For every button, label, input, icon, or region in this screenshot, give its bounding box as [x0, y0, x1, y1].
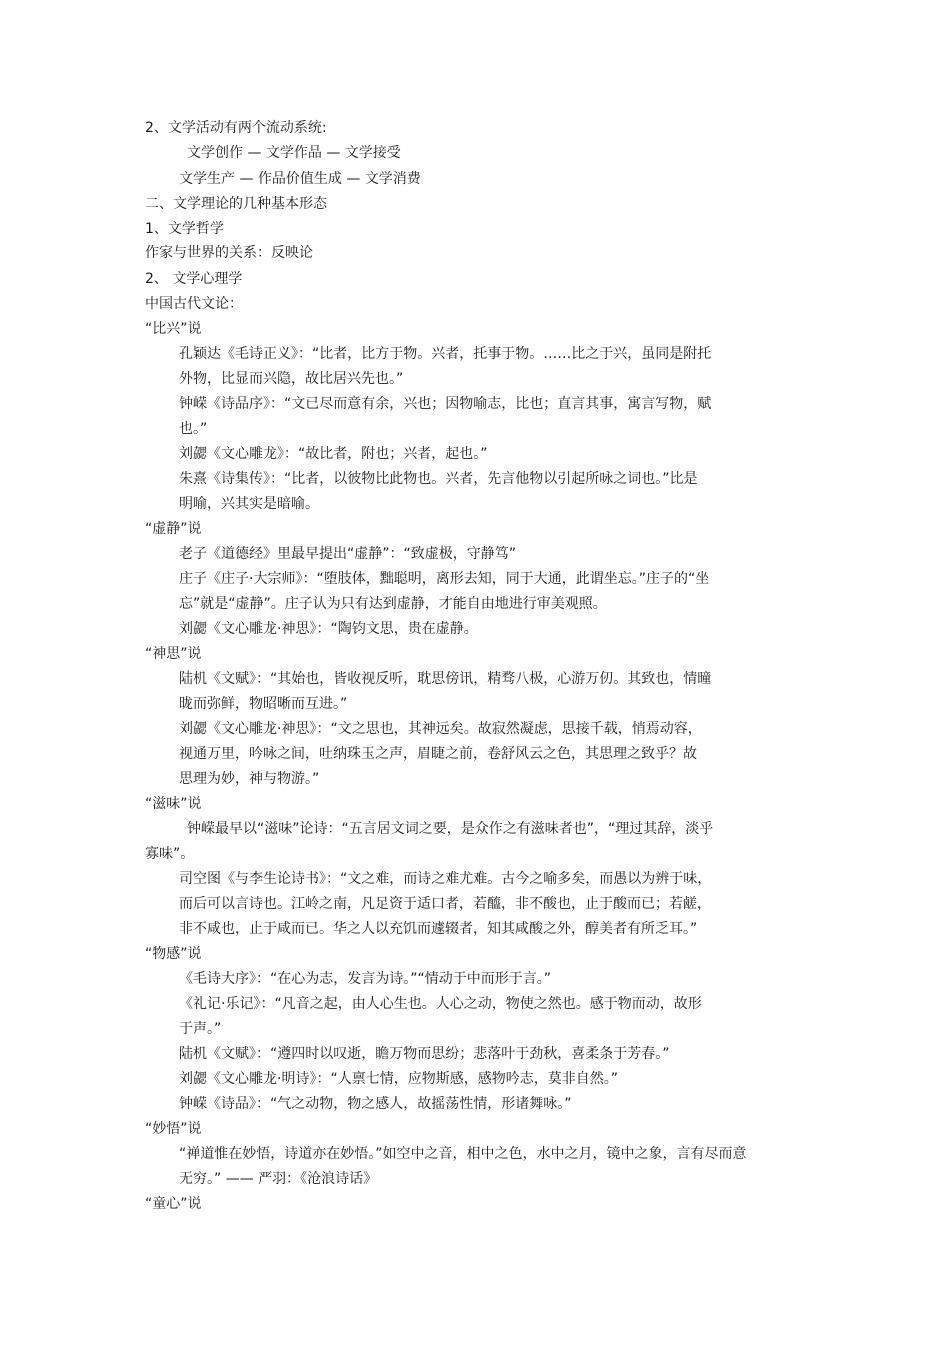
text-line: 2、文学活动有两个流动系统: [145, 120, 327, 136]
text-line: 《礼记·乐记》：“凡音之起，由人心生也。人心之动，物使之然也。感于物而动，故形 [179, 996, 702, 1012]
text-line: 于声。” [179, 1021, 222, 1037]
text-line: 老子《道德经》里最早提出“虚静”：“致虚极，守静笃” [179, 546, 517, 562]
text-line: 刘勰《文心雕龙》：“故比者，附也；兴者，起也。” [179, 446, 488, 462]
topic-heading: “滋味”说 [145, 796, 202, 812]
topic-heading: “虚静”说 [145, 521, 202, 537]
text-line: “禅道惟在妙悟，诗道亦在妙悟。”如空中之音，相中之色，水中之月，镜中之象，言有尽而意 [179, 1146, 747, 1162]
topic-heading: “比兴”说 [145, 321, 202, 337]
text-line: 孔颖达《毛诗正义》：“比者，比方于物。兴者，托事于物。……比之于兴，虽同是附托 [179, 346, 712, 362]
topic-heading: “物感”说 [145, 946, 202, 962]
topic-heading: “神思”说 [145, 646, 202, 662]
text-line: 也。” [179, 421, 208, 437]
text-line: 钟嵘《诗品序》：“文已尽而意有余，兴也；因物喻志，比也；直言其事，寓言写物，赋 [179, 396, 712, 412]
text-line: 忘”就是“虚静”。庄子认为只有达到虚静，才能自由地进行审美观照。 [179, 596, 607, 612]
text-line: 明喻，兴其实是暗喻。 [179, 496, 319, 512]
text-line: 昽而弥鲜，物昭晰而互进。” [179, 696, 348, 712]
text-line: 钟嵘最早以“滋味”论诗：“五言居文词之要，是众作之有滋味者也”，“理过其辞，淡乎 [187, 821, 714, 837]
text-line: 文学生产 — 作品价值生成 — 文学消费 [179, 171, 421, 187]
text-line: 刘勰《文心雕龙·神思》：“文之思也，其神远矣。故寂然凝虑，思接千载，悄焉动容， [179, 721, 702, 737]
text-line: 作家与世界的关系：反映论 [145, 245, 313, 261]
text-line: 思理为妙，神与物游。” [179, 771, 320, 787]
subsection-heading: 1、文学哲学 [145, 221, 224, 237]
text-line: 而后可以言诗也。江岭之南，凡足资于适口者，若醯，非不酸也，止于酸而已；若鹾， [179, 896, 711, 912]
subsection-heading: 2、 文学心理学 [145, 271, 243, 287]
text-line: 陆机《文赋》：“其始也，皆收视反听，耽思傍讯，精骛八极，心游万仞。其致也，情曈 [179, 671, 712, 687]
text-line: 刘勰《文心雕龙·明诗》：“人禀七情，应物斯感，感物吟志，莫非自然。” [179, 1071, 618, 1087]
text-line: 寡味”。 [145, 846, 195, 862]
text-line: 外物，比显而兴隐，故比居兴先也。” [179, 371, 404, 387]
text-line: 文学创作 — 文学作品 — 文学接受 [187, 145, 401, 161]
text-line: 视通万里，吟咏之间，吐纳珠玉之声，眉睫之前，卷舒风云之色，其思理之致乎？故 [179, 746, 697, 762]
section-heading: 二、文学理论的几种基本形态 [145, 196, 327, 212]
text-line: 中国古代文论： [145, 296, 243, 312]
text-line: 《毛诗大序》：“在心为志，发言为诗。”“情动于中而形于言。” [179, 971, 552, 987]
text-line: 陆机《文赋》：“遵四时以叹逝，瞻万物而思纷；悲落叶于劲秋，喜柔条于芳春。” [179, 1046, 670, 1062]
text-line: 司空图《与李生论诗书》：“文之难，而诗之难尤难。古今之喻多矣，而愚以为辨于味， [179, 871, 712, 887]
text-line: 朱熹《诗集传》：“比者，以彼物比此物也。兴者，先言他物以引起所咏之词也。”比是 [179, 471, 698, 487]
text-line: 钟嵘《诗品》：“气之动物，物之感人，故摇荡性情，形诸舞咏。” [179, 1096, 572, 1112]
topic-heading: “童心”说 [145, 1196, 202, 1212]
text-line: 非不咸也，止于咸而已。华之人以充饥而遽辍者，知其咸酸之外，醇美者有所乏耳。” [179, 921, 698, 937]
topic-heading: “妙悟”说 [145, 1121, 202, 1137]
text-line: 刘勰《文心雕龙·神思》：“陶钧文思，贵在虚静。 [179, 621, 478, 637]
text-line: 无穷。” —— 严羽：《沧浪诗话》 [179, 1171, 378, 1187]
text-line: 庄子《庄子·大宗师》：“堕肢体，黜聪明，离形去知，同于大通，此谓坐忘。”庄子的“坐 [179, 571, 710, 587]
